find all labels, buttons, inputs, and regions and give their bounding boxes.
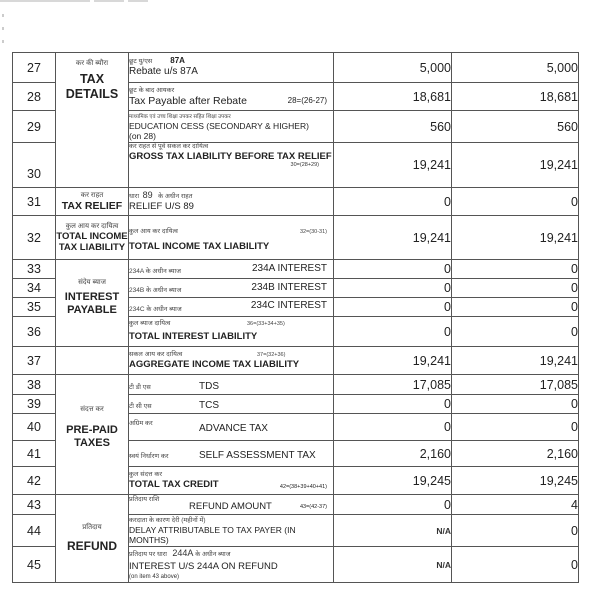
description-hindi: माध्यमिक एवं उच्च शिक्षा उपकर सहित शिक्षा उपकर [129,113,231,120]
row-number: 34 [13,279,56,298]
row-number: 38 [13,375,56,395]
section-label-hindi: कर की ब्यौरा [75,60,109,67]
description-hindi: टी डी एस [129,383,151,391]
description-hindi: कुल संदत्त कर [129,470,162,478]
row-description [129,298,334,317]
description-hindi-tail: के अधीन राहत [158,192,193,200]
row-number: 33 [13,260,56,279]
row-number: 36 [13,317,56,347]
value-column-1: 0 [334,495,452,515]
description-hindi: स्वयं निर्धारण कर [129,452,169,460]
formula: 37=(32+36) [257,351,286,358]
section-label-tax-relief [56,188,129,216]
formula: 43=(42-37) [299,504,327,510]
row-description [129,279,334,298]
value-column-1: 0 [334,414,452,441]
description-english: TOTAL INCOME TAX LIABILITY [129,241,270,252]
description-english: 234A INTEREST [251,263,327,274]
value-column-2: 0 [452,298,579,317]
value-column-2: 5,000 [452,53,579,83]
section-label-hindi: कर राहत [80,191,104,199]
value-column-1: 0 [334,298,452,317]
row-description [129,375,334,395]
left-edge-marks [2,14,5,53]
value-column-1: 2,160 [334,441,452,467]
value-column-2: 0 [452,547,579,583]
section-label-hindi: संदत्त कर [80,406,104,413]
section-label-english: TAX RELIEF [61,199,123,212]
row-description [129,216,334,260]
row-number: 32 [13,216,56,260]
description-english: AGGREGATE INCOME TAX LIABILITY [129,358,300,370]
description-hindi: 234B के अधीन ब्याज [129,287,182,294]
row-number: 42 [13,467,56,495]
value-column-1: 19,241 [334,347,452,375]
section-code: 89 [142,189,153,200]
description-english: EDUCATION CESS (SECONDARY & HIGHER) [129,120,309,131]
description-english: DELAY ATTRIBUTABLE TO TAX PAYER (IN MONTHS) [129,524,296,545]
formula: 42=(38+39+40+41) [279,483,327,490]
value-column-1: 19,245 [334,467,452,495]
table-row [13,347,579,375]
row-number: 44 [13,515,56,547]
row-description [129,414,334,441]
row-description [129,395,334,414]
value-column-2: 0 [452,317,579,347]
formula: 28=(26-27) [287,95,327,105]
cropped-header-remnant [0,0,200,6]
row-description [129,317,334,347]
description-hindi: कुल आय कर दायित्व [129,228,178,235]
row-description [129,515,334,547]
description-hindi: प्रतिदाय पर धारा [129,550,167,558]
row-number: 39 [13,395,56,414]
section-label-english: REFUND [67,539,117,553]
value-column-1: N/A [334,515,452,547]
section-label-english: TAX DETAILS [65,72,119,101]
row-number: 30 [13,143,56,188]
table-row [13,53,579,83]
description-hindi: 234A के अधीन ब्याज [129,268,181,275]
value-column-2: 0 [452,414,579,441]
description-hindi: अग्रिम कर [129,420,153,427]
section-code: 87A [170,56,185,65]
table-row [13,495,579,515]
row-number: 27 [13,53,56,83]
row-description [129,441,334,467]
section-label-hindi: प्रतिदाय [82,524,102,531]
value-column-1: 0 [334,188,452,216]
value-column-2: 19,241 [452,143,579,188]
description-english: GROSS TAX LIABILITY BEFORE TAX RELIEF [129,151,332,162]
value-column-2: 4 [452,495,579,515]
value-column-2: 0 [452,260,579,279]
value-column-1: 0 [334,260,452,279]
value-column-1: 0 [334,395,452,414]
row-description [129,467,334,495]
row-number: 43 [13,495,56,515]
value-column-1: 0 [334,317,452,347]
row-number: 31 [13,188,56,216]
tax-computation-table [12,52,579,583]
section-label-hindi: संदेय ब्याज [78,279,106,286]
section-label-refund [56,495,129,583]
description-hindi: धारा [129,192,140,200]
table-row [13,188,579,216]
row-description [129,260,334,279]
description-english: SELF ASSESSMENT TAX [199,449,316,461]
description-english: INTEREST U/S 244A ON REFUND [129,560,278,572]
row-number: 29 [13,111,56,143]
value-column-1: 5,000 [334,53,452,83]
value-column-2: 0 [452,515,579,547]
description-english: 234B INTEREST [251,282,327,293]
description-hindi: 234C के अधीन ब्याज [129,306,182,313]
section-label-hindi: कुल आय कर दायित्व [65,223,119,230]
section-label-empty [56,347,129,375]
description-hindi: करदाता के कारण देरी (महीनों में) [129,516,206,524]
description-hindi: सकल आय कर दायित्व [129,350,183,358]
row-number: 41 [13,441,56,467]
section-label-english: PRE-PAID TAXES [66,424,118,449]
formula: 32=(30-31) [299,229,327,235]
row-description [129,111,334,143]
description-english: ADVANCE TAX [199,423,268,434]
row-number: 28 [13,83,56,111]
description-note: (on item 43 above) [129,573,180,580]
table-row [13,260,579,279]
section-label-english: TOTAL INCOME TAX LIABILITY [56,231,128,253]
description-hindi: प्रतिदाय राशि [129,496,160,503]
description-english: 234C INTEREST [250,300,327,311]
row-number: 45 [13,547,56,583]
table-row [13,375,579,395]
row-description [129,347,334,375]
formula: 30=(28+29) [290,162,319,168]
value-column-2: 0 [452,395,579,414]
description-english: REFUND AMOUNT [189,501,272,512]
section-code: 244A [172,547,194,558]
value-column-1: 19,241 [334,216,452,260]
section-label-pre-paid-taxes [56,375,129,495]
value-column-2: 19,241 [452,216,579,260]
value-column-1: 17,085 [334,375,452,395]
value-column-1: 560 [334,111,452,143]
description-note: (on 28) [129,130,156,141]
row-description [129,83,334,111]
row-number: 37 [13,347,56,375]
description-english: TDS [199,380,219,392]
row-description [129,53,334,83]
row-description [129,143,334,188]
table-row [13,216,579,260]
description-hindi: टी सी एस [129,403,152,410]
description-english: TOTAL INTEREST LIABILITY [129,331,258,342]
section-label-tax-details [56,53,129,188]
description-english: TCS [199,400,219,411]
value-column-2: 19,241 [452,347,579,375]
row-number: 35 [13,298,56,317]
description-hindi: छूट यु/एस [129,58,153,65]
row-number: 40 [13,414,56,441]
value-column-2: 17,085 [452,375,579,395]
value-column-2: 560 [452,111,579,143]
description-english: TOTAL TAX CREDIT [129,478,219,490]
description-hindi: कुल ब्याज दायित्व [129,320,171,327]
value-column-2: 2,160 [452,441,579,467]
description-english: Rebate u/s 87A [129,66,198,77]
section-label-interest-payable [56,260,129,347]
value-column-2: 19,245 [452,467,579,495]
section-label-total-income-tax-liability [56,216,129,260]
value-column-1: 18,681 [334,83,452,111]
description-hindi: कर राहत से पूर्व सकल कर दायित्व [129,143,209,150]
row-description [129,188,334,216]
description-english: Tax Payable after Rebate [129,94,247,107]
value-column-2: 0 [452,188,579,216]
description-hindi-tail: के अधीन ब्याज [195,550,231,558]
formula: 36=(33+34+35) [247,321,285,327]
value-column-2: 0 [452,279,579,298]
value-column-1: N/A [334,547,452,583]
row-description [129,547,334,583]
value-column-1: 0 [334,279,452,298]
section-label-english: INTEREST PAYABLE [64,291,120,316]
value-column-2: 18,681 [452,83,579,111]
row-description [129,495,334,515]
description-english: RELIEF U/S 89 [129,200,194,212]
description-hindi: छूट के बाद आयकर [129,86,175,94]
value-column-1: 19,241 [334,143,452,188]
